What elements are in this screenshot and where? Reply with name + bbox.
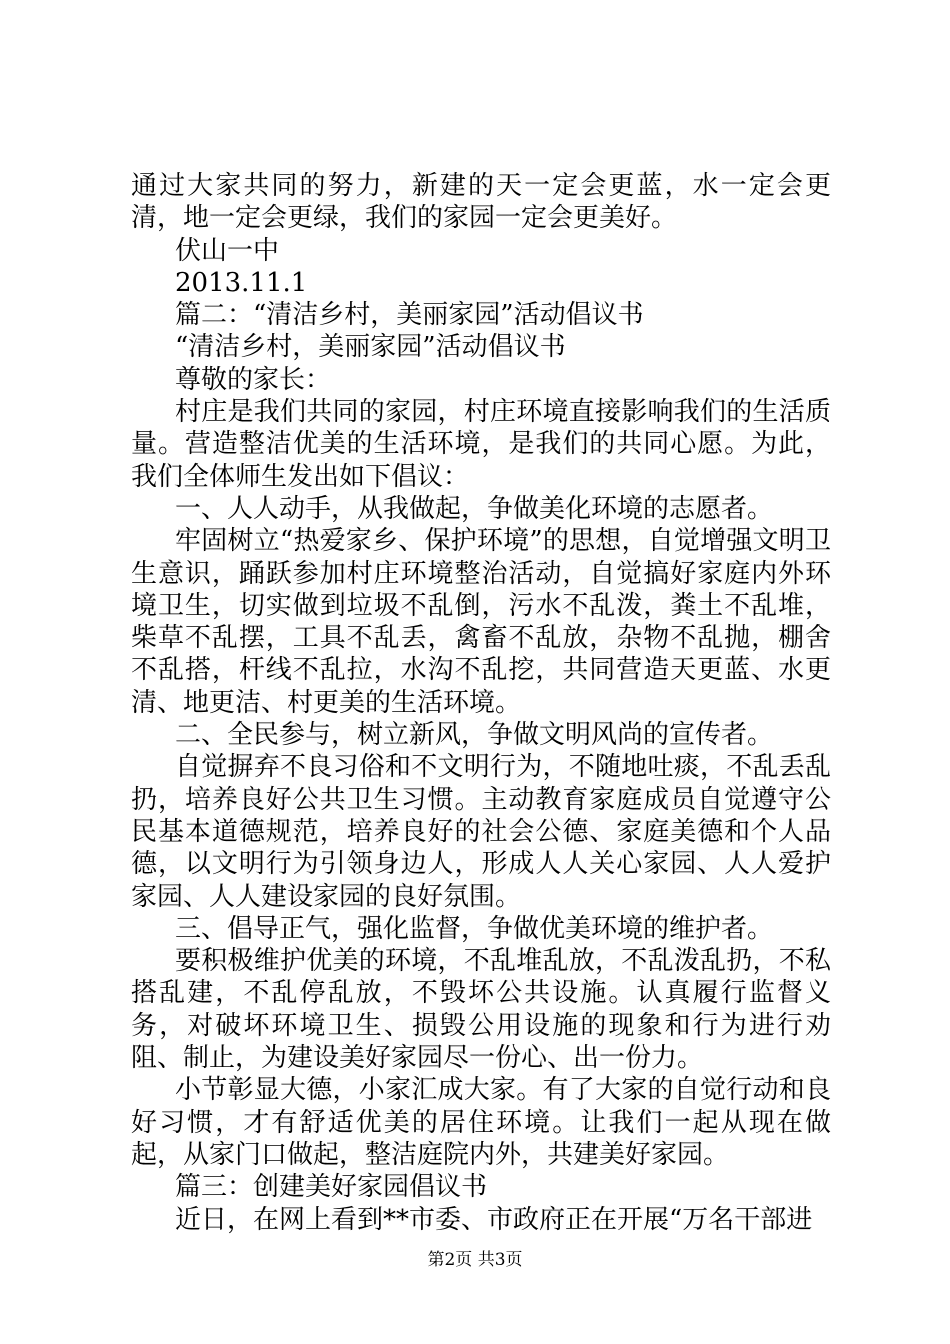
paragraph: 村庄是我们共同的家园，村庄环境直接影响我们的生活质量。营造整洁优美的生活环境，是我们的共同心愿。为此，我们全体师生发出如下倡议： — [131, 397, 831, 492]
paragraph: 近日，在网上看到**市委、市政府正在开展“万名干部进 — [175, 1204, 813, 1235]
document-body — [131, 170, 831, 1236]
paragraph: 自觉摒弃不良习俗和不文明行为，不随地吐痰，不乱丢乱扔，培养良好公共卫生习惯。主动教育家庭成员自觉遵守公民基本道德规范，培养良好的社会公德、家庭美德和个人品德，以文明行为引领身边人，形成人人关心家园、人人爱护家园、人人建设家园的良好氛围。 — [131, 752, 831, 912]
proposal-heading: 三、倡导正气，强化监督，争做优美环境的维护者。 — [175, 913, 774, 944]
salutation: 尊敬的家长： — [175, 364, 332, 395]
paragraph: 通过大家共同的努力，新建的天一定会更蓝，水一定会更清，地一定会更绿，我们的家园一定会更美好。 — [131, 171, 831, 234]
proposal-heading: 二、全民参与，树立新风，争做文明风尚的宣传者。 — [175, 720, 774, 751]
paragraph: 牢固树立“热爱家乡、保护环境”的思想，自觉增强文明卫生意识，踊跃参加村庄环境整治活动，自觉搞好家庭内外环境卫生，切实做到垃圾不乱倒，污水不乱泼，粪土不乱堆，柴草不乱摆，工具不乱丢，禽畜不乱放，杂物不乱抛，棚舍不乱搭，杆线不乱拉，水沟不乱挖，共同营造天更蓝、水更清、地更洁、村更美的生活环境。 — [131, 526, 831, 718]
paragraph: 2013.11.1 — [175, 267, 308, 298]
paragraph: 小节彰显大德，小家汇成大家。有了大家的自觉行动和良好习惯，才有舒适优美的居住环境。让我们一起从现在做起，从家门口做起，整洁庭院内外，共建美好家园。 — [131, 1075, 831, 1170]
proposal-heading: 一、人人动手，从我做起，争做美化环境的志愿者。 — [175, 493, 774, 524]
section-heading: 篇二：“清洁乡村，美丽家园”活动倡议书 — [175, 300, 644, 331]
document-title: “清洁乡村，美丽家园”活动倡议书 — [175, 332, 566, 363]
page-footer: 第2页 共3页 — [427, 1250, 523, 1270]
paragraph: 要积极维护优美的环境，不乱堆乱放，不乱泼乱扔，不私搭乱建，不乱停乱放，不毁坏公共设施。认真履行监督义务，对破坏环境卫生、损毁公用设施的现象和行为进行劝阻、制止，为建设美好家园尽一份心、出一份力。 — [131, 946, 831, 1074]
section-heading: 篇三：创建美好家园倡议书 — [175, 1172, 488, 1203]
paragraph: 伏山一中 — [175, 235, 280, 266]
